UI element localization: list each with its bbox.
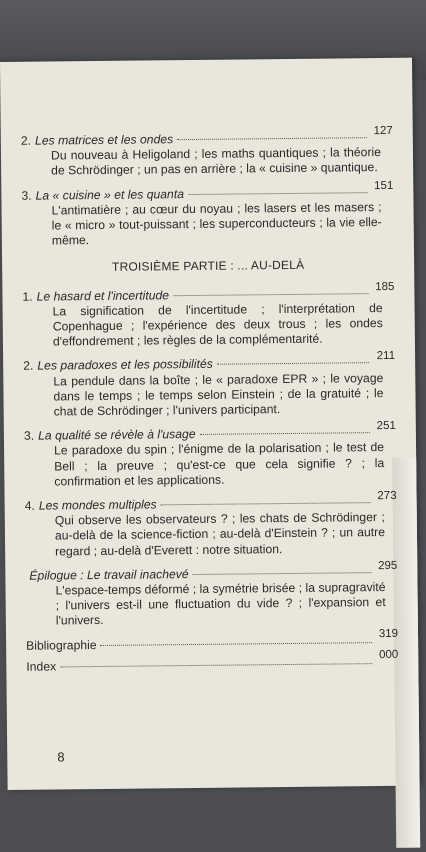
entry-number: 1. (22, 289, 33, 304)
book-page (0, 58, 420, 790)
entry-description: Qui observe les observateurs ? ; les chats de Schrödinger ; au-delà de la science-fiction ; au-delà d'Einstein ? ; un autre regard ; au-delà d'Everett : notre situation. (54, 510, 386, 559)
entry-number: 2. (20, 133, 32, 148)
entry-page: 185 (375, 280, 395, 293)
toc-entry (25, 559, 398, 630)
entry-description: L'antimatière ; au cœur du noyau ; les lasers et les masers ; le « micro » tout-puissant ; les superconducteurs ; la vie elle-même. (51, 199, 382, 248)
toc-back-matter-row (26, 627, 399, 654)
dot-leader (60, 663, 372, 667)
table-of-contents (20, 124, 399, 681)
entry-title: Les paradoxes et les possibilités (37, 357, 213, 374)
toc-entry (22, 280, 395, 351)
dot-leader (173, 293, 368, 296)
entry-description: L'espace-temps déformé ; la symétrie brisée ; la supragravité ; l'univers est-il une fluctuation du vide ? ; l'expansion et l'univers. (55, 580, 386, 628)
entry-number: 4. (24, 498, 35, 513)
entry-page: 319 (378, 627, 399, 640)
entry-page: 251 (376, 420, 396, 433)
toc-entry (21, 179, 394, 249)
entry-page: 295 (378, 559, 398, 572)
dot-leader (188, 192, 367, 195)
entry-page: 151 (374, 179, 394, 192)
entry-title: Les mondes multiples (38, 497, 157, 513)
dot-leader (161, 502, 371, 505)
entry-description: Du nouveau à Heligoland ; les maths quantiques ; la théorie de Schrödinger ; un pas en arrière ; la « cuisine » quantique. (50, 145, 382, 178)
entry-number: 3. (23, 428, 35, 444)
entry-description: Le paradoxe du spin ; l'énigme de la polarisation ; le test de Bell ; la preuve ; qu'est-ce que cela signifie ? ; la confirmation et les applications. (54, 440, 385, 489)
toc-entry (23, 350, 396, 420)
toc-entry (23, 420, 397, 490)
entry-number: 2. (23, 359, 34, 374)
part-title: TROISIÈME PARTIE : ... AU-DELÀ (111, 258, 305, 275)
entry-page: 000 (378, 648, 399, 661)
dot-leader (217, 363, 369, 366)
entry-page: 127 (373, 124, 393, 138)
entry-title: Épilogue : Le travail inachevé (29, 566, 189, 583)
entry-title: La « cuisine » et les quanta (35, 186, 185, 203)
dot-leader (193, 572, 372, 575)
index-label: Index (26, 659, 57, 674)
dot-leader (101, 642, 373, 646)
entry-description: La signification de l'incertitude ; l'interprétation de Copenhague ; l'expérience des deux trous ; les ondes d'effondrement ; les règles de la complémentarité. (52, 300, 383, 349)
entry-title: Le hasard et l'incertitude (36, 287, 170, 304)
entry-page: 211 (376, 350, 396, 363)
toc-entry (20, 124, 393, 180)
entry-page: 273 (377, 489, 397, 503)
entry-description: La pendule dans la boîte ; le « paradoxe EPR » ; le voyage dans le temps ; le temps selon Einstein ; de la gratuité ; le chat de Schrödinger ; l'univers participant. (53, 370, 384, 419)
entry-title: Les matrices et les ondes (34, 132, 174, 148)
toc-back-matter-row (26, 648, 399, 675)
entry-title: La qualité se révèle à l'usage (38, 427, 196, 443)
toc-entry (24, 489, 398, 560)
page-number: 8 (57, 749, 65, 765)
bibliography-label: Bibliographie (26, 637, 97, 653)
entry-number: 3. (21, 188, 32, 203)
dot-leader (200, 432, 370, 435)
dot-leader (177, 137, 367, 140)
